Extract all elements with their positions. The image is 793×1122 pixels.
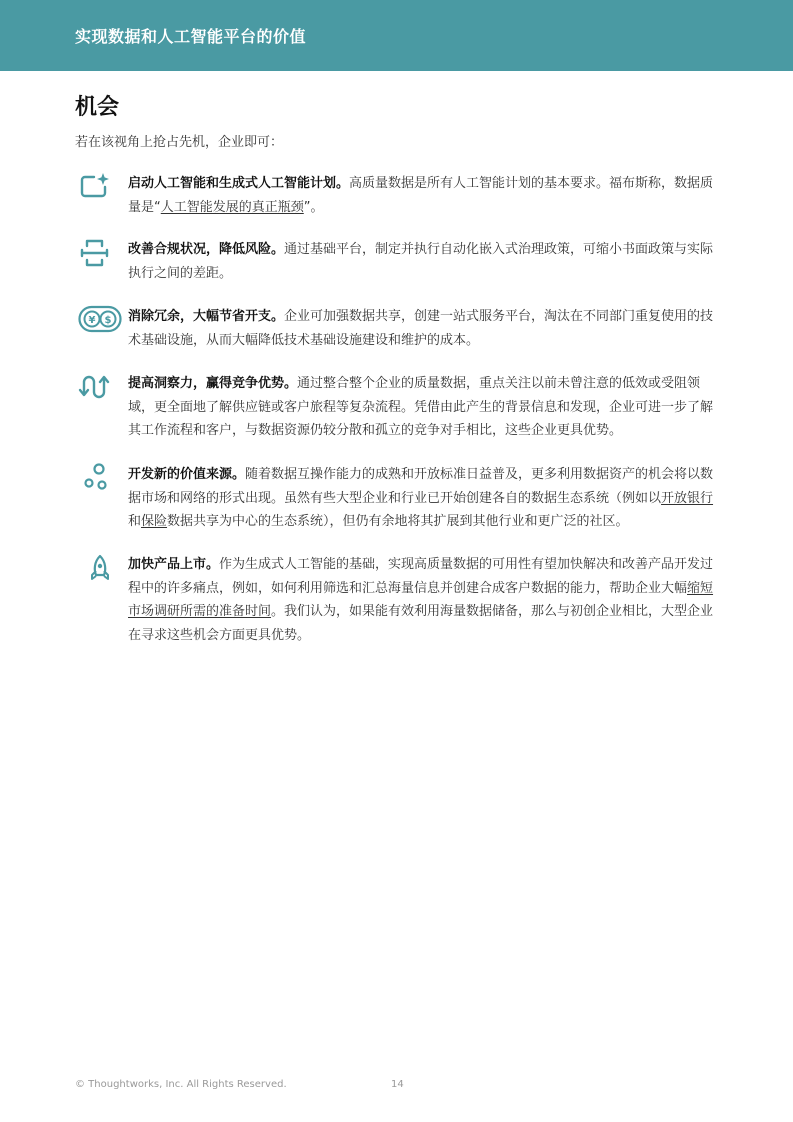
item-text (128, 305, 720, 352)
item-link[interactable]: 保险 (141, 514, 168, 529)
intro-text: 若在该视角上抢占先机，企业即可： (75, 135, 284, 150)
svg-text:$: $ (104, 315, 112, 326)
item-body: 高质量数据是所有人工智能计划的基本要求。福布斯称，数据质量是“ (128, 176, 714, 215)
item-body: 随着数据互操作能力的成熟和开放标准日益普及，更多利用数据资产的机会将以数据市场和网络的形式出现。虽然有些大型企业和行业已开始创建各自的数据生态系统（例如以 (128, 467, 714, 506)
item-text (128, 553, 720, 647)
item-body: 通过整合整个企业的质量数据，重点关注以前未曾注意的低效或受阻领域，更全面地了解供应链或客户旅程等复杂流程。凭借由此产生的背景信息和发现，企业可进一步了解其工作流程和客户，与数据资源仍较分散和孤立的竞争对手相比，这些企业更具优势。 (128, 376, 714, 438)
item-title: 加快产品上市。 (128, 557, 220, 572)
page-number: 14 (391, 1079, 404, 1090)
item-body: 作为生成式人工智能的基础，实现高质量数据的可用性有望加快解决和改善产品开发过程中的许多痛点，例如，如何利用筛选和汇总海量信息并创建合成客户数据的能力，帮助企业大幅 (128, 557, 714, 596)
svg-text:¥: ¥ (88, 315, 96, 326)
item-body: 通过基础平台，制定并执行自动化嵌入式治理政策，可缩小书面政策与实际执行之间的差距。 (128, 242, 714, 281)
item-text (128, 372, 720, 443)
item-body-end: 数据共享为中心的生态系统），但仍有余地将其扩展到其他行业和更广泛的社区。 (167, 514, 629, 529)
item-body: 企业可加强数据共享，创建一站式服务平台，淘汰在不同部门重复使用的技术基础设施，从而大幅降低技术基础设施建设和维护的成本。 (128, 309, 714, 348)
item-text (128, 172, 720, 219)
item-link[interactable]: 缩短市场调研所需的准备时间 (128, 580, 714, 619)
compliance-bracket-icon (78, 238, 118, 268)
item-title: 消除冗余，大幅节省开支。 (128, 309, 285, 324)
item-title: 开发新的价值来源。 (128, 467, 246, 482)
section-heading: 机会 (75, 94, 120, 120)
item-body-end: 。我们认为，如果能有效利用海量数据储备，那么与初创企业相比，大型企业在寻求这些机会方面更具优势。 (128, 604, 714, 643)
item-title: 启动人工智能和生成式人工智能计划。 (128, 176, 350, 191)
document-title: 实现数据和人工智能平台的价值 (75, 27, 307, 46)
header-banner (0, 0, 793, 71)
item-title: 提高洞察力，赢得竞争优势。 (128, 376, 298, 391)
item-link[interactable]: 开放银行 (661, 490, 714, 506)
currency-exchange-icon (78, 305, 118, 335)
item-body-end: ”。 (303, 199, 324, 215)
item-link[interactable]: 人工智能发展的真正瓶颈 (160, 199, 304, 215)
item-text (128, 238, 720, 285)
network-circles-icon (78, 463, 118, 493)
path-arrows-icon (78, 372, 118, 402)
item-text (128, 463, 720, 534)
copyright-footer: © Thoughtworks, Inc. All Rights Reserved. (75, 1079, 287, 1090)
item-body-mid: 和 (128, 514, 142, 529)
sparkle-frame-icon (78, 172, 118, 202)
item-title: 改善合规状况，降低风险。 (128, 242, 285, 257)
rocket-icon (78, 553, 118, 583)
